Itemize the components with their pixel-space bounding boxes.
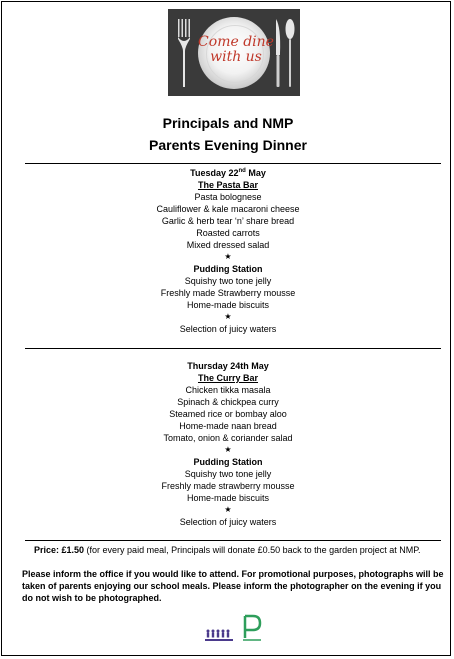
star-icon: ★	[224, 252, 232, 261]
menu-date: Thursday 24th May	[187, 361, 269, 371]
price-note: (for every paid meal, Principals will donate £0.50 back to the garden project at NMP.	[84, 545, 421, 555]
menu-item: Selection of juicy waters	[179, 324, 277, 334]
menu-item: Home-made naan bread	[179, 421, 277, 431]
page-title: Principals and NMP	[162, 115, 294, 131]
menu-section-heading: The Pasta Bar	[197, 180, 259, 190]
come-dine-banner	[168, 9, 300, 96]
tuesday-menu	[2, 167, 454, 335]
menu-item: Home-made biscuits	[186, 300, 270, 310]
divider	[25, 163, 441, 164]
menu-date: Tuesday 22nd May	[190, 168, 266, 178]
price-line	[34, 544, 444, 556]
school-logo-icon	[205, 628, 233, 642]
divider	[25, 348, 441, 349]
logos	[205, 614, 265, 642]
menu-item: Spinach & chickpea curry	[177, 397, 279, 407]
menu-item: Selection of juicy waters	[179, 517, 277, 527]
p-logo-icon	[241, 614, 263, 642]
menu-item: Home-made biscuits	[186, 493, 270, 503]
divider	[25, 540, 441, 541]
star-icon: ★	[224, 505, 232, 514]
price-label: Price: £1.50	[34, 545, 85, 555]
menu-item: Freshly made strawberry mousse	[161, 481, 295, 491]
page-subtitle: Parents Evening Dinner	[149, 137, 307, 153]
star-icon: ★	[224, 445, 232, 454]
menu-item: Roasted carrots	[196, 228, 260, 238]
menu-item: Garlic & herb tear ‘n’ share bread	[161, 216, 295, 226]
attendance-notice: Please inform the office if you would like to attend. For promotional purposes, photographs will be taken of parents enjoying our school meals. Please inform the photographer on the evening if you do not wish to be photographed.	[22, 569, 444, 603]
spoon-icon	[285, 17, 295, 89]
menu-item: Chicken tikka masala	[185, 385, 271, 395]
star-icon: ★	[224, 312, 232, 321]
menu-item: Squishy two tone jelly	[184, 276, 272, 286]
fork-icon	[176, 17, 192, 89]
banner-script-text: Come dine with us	[198, 34, 274, 65]
menu-item: Mixed dressed salad	[186, 240, 270, 250]
menu-item: Tomato, onion & coriander salad	[163, 433, 293, 443]
menu-flyer-page	[1, 1, 451, 656]
menu-item: Freshly made Strawberry mousse	[160, 288, 296, 298]
menu-item: Squishy two tone jelly	[184, 469, 272, 479]
menu-item: Cauliflower & kale macaroni cheese	[156, 204, 300, 214]
menu-section-heading: Pudding Station	[193, 457, 263, 467]
menu-item: Pasta bolognese	[194, 192, 262, 202]
menu-section-heading: The Curry Bar	[197, 373, 259, 383]
knife-icon	[274, 17, 282, 89]
menu-section-heading: Pudding Station	[193, 264, 263, 274]
menu-item: Steamed rice or bombay aloo	[169, 409, 287, 419]
thursday-menu	[2, 360, 454, 528]
